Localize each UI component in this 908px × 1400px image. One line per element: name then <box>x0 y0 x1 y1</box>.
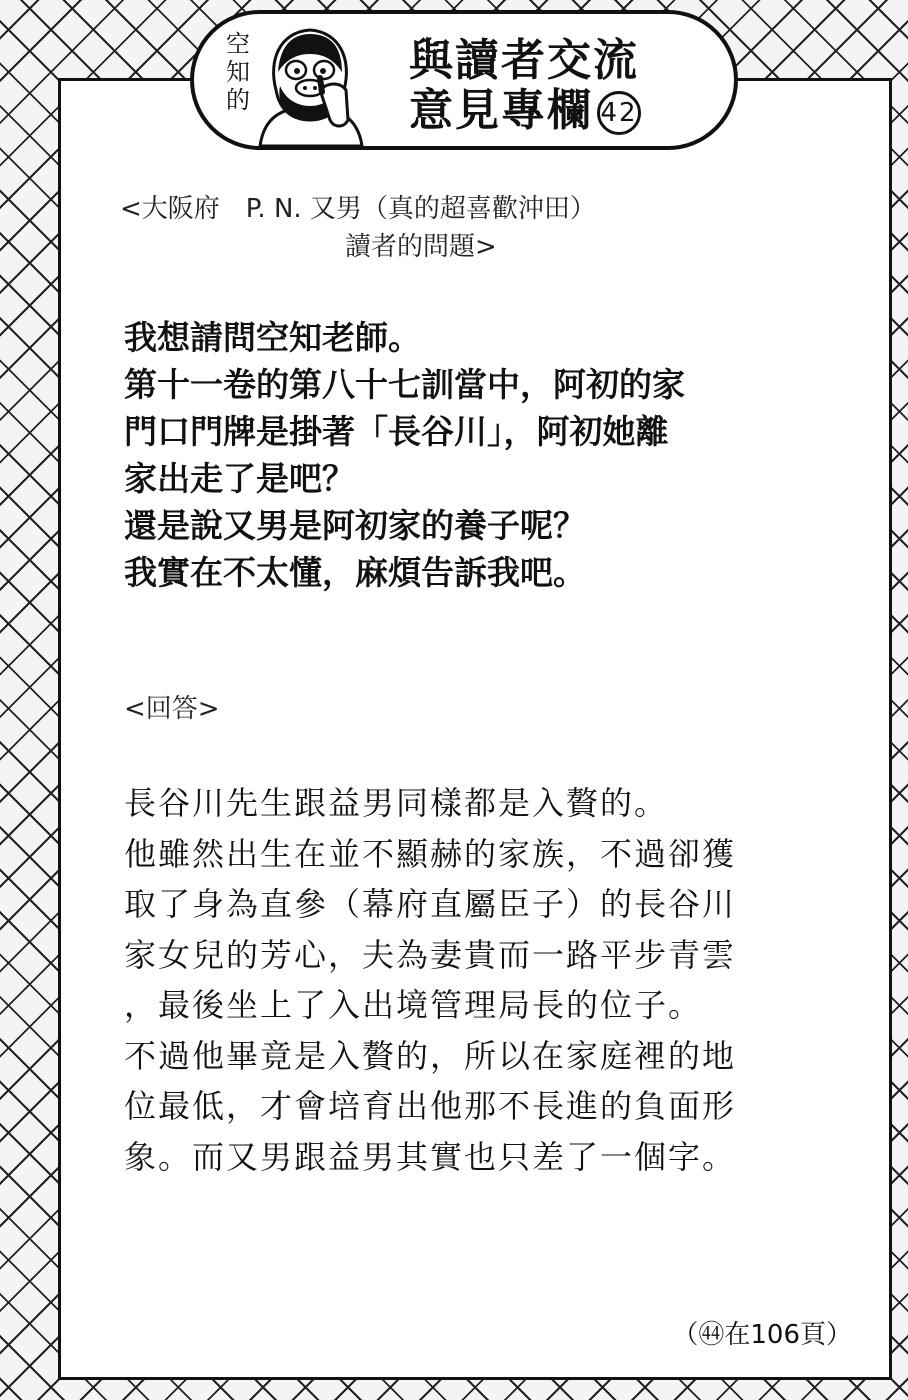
column-title-line2: 意見專欄 <box>409 85 593 136</box>
continued-page-note: （㊹在106頁） <box>672 1320 852 1350</box>
reader-source-line2: 讀者的問題> <box>345 232 497 262</box>
column-title-line1: 與讀者交流 <box>409 35 639 86</box>
question-line: 我實在不太懂，麻煩告訴我吧。 <box>124 553 586 592</box>
content-panel <box>58 78 892 1380</box>
question-line: 門口門牌是掛著「長谷川」，阿初她離 <box>124 412 669 451</box>
header-side-text: 空知的 <box>226 30 250 114</box>
answer-label: <回答> <box>124 694 220 724</box>
column-title-line2-row <box>409 86 641 136</box>
reader-question <box>124 314 804 596</box>
answer-line: 長谷川先生跟益男同樣都是入贅的。 <box>124 784 669 822</box>
column-title <box>409 36 641 136</box>
answer-line: 位最低，才會培育出他那不長進的負面形 <box>124 1087 737 1125</box>
column-header-banner <box>190 10 738 150</box>
answer-line: 他雖然出生在並不顯赫的家族，不過卻獲 <box>124 834 737 873</box>
answer-line: 不過他畢竟是入贅的，所以在家庭裡的地 <box>124 1036 737 1075</box>
answer-line: ，最後坐上了入出境管理局長的位子。 <box>124 986 703 1024</box>
author-answer <box>124 778 834 1182</box>
answer-line: 象。而又男跟益男其實也只差了一個字。 <box>124 1137 737 1176</box>
answer-line: 家女兒的芳心，夫為妻貴而一路平步青雲 <box>124 935 737 974</box>
reader-source-info <box>120 190 720 266</box>
question-line: 家出走了是吧？ <box>124 459 355 498</box>
question-line: 第十一卷的第八十七訓當中，阿初的家 <box>124 365 685 404</box>
author-gorilla-mascot-icon <box>250 20 370 146</box>
question-line: 我想請問空知老師。 <box>124 318 421 357</box>
issue-number-badge: 42 <box>597 91 641 135</box>
question-line: 還是說又男是阿初家的養子呢？ <box>124 506 586 545</box>
reader-source-line1: <大阪府 P. N. 又男（真的超喜歡沖田） <box>120 194 596 224</box>
answer-line: 取了身為直參（幕府直屬臣子）的長谷川 <box>124 885 737 923</box>
